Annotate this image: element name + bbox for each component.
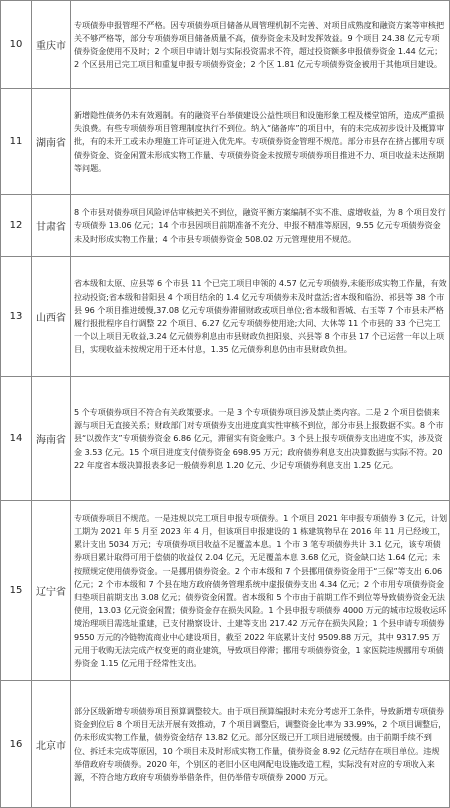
row-text: 部分区级新增专项债券项目预算调整较大。由于项目预算编报时未充分考虑开工条件，导致新增专项债券资金到位后 8 个项目无法开展有效推动，7 个项目调整后，调整资金比率为 33.99%，2 个项目调整后，仍未形成实物工作量，债券资金结存 13.82 亿元。部分区级已开工项目进展缓慢。由于前期手续不到位、拆迁未完成等原因，10 个项目未及时形成实物工作量，债券资金 8.92 亿元结存在项目单位。违规举借政府专项债券。2020 年，个别区的老旧小区电网配电设施改造工程，实际没有对应的专项收入来源，不符合地方政府专项债券举借条件，但仍举借专项债券 2000 万元。 xyxy=(71,681,450,808)
row-index: 13 xyxy=(1,257,32,377)
table-row xyxy=(1,377,450,501)
row-text: 专项债券项目不规范。一是违规以完工项目申报专项债券。1 个项目 2021 年申报专项债券 3 亿元，计划工期为 2021 年 5 月至 2023 年 4 月，但该项目申报建设的 1 栋建筑物早在 2016 年 11 月已经竣工，累计支出 5034 万元；专项债券项目收益不足覆盖本息。1 个市 3 笔专项债券共计 3.1 亿元，该专项债券项目累计取得可用于偿债的收益仅 2.04 亿元，无足覆盖本息 3.68 亿元，资金缺口达 1.64 亿元；未按照规定使用债券资金。一是挪用债券资金。2 个市本级和 7 个县挪用债券资金用于“三保”等支出 6.06 亿元；2 个市本级和 7 个县在地方政府债务管理系统中虚报债券支出 4.34 亿元；2 个市用专项债券资金归垫项目前期支出 3.08 亿元；债券资金闲置。省本级和 5 个市由于前期工作不到位等导致债券资金无法使用，13.03 亿元资金闲置；债券资金存在损失风险。1 个县申报专项债券 4000 万元的城市垃圾收运环境治理项目需选址重建，已支付勘察设计、土建等支出 217.42 万元存在损失风险；1 个县申请专项债券 9550 万元的冷链物流商业中心建设项目，截至 2022 年底累计支付 9509.88 万元，其中 9317.95 万元用于收购无法完成产权变更的商业建筑，导致项目停滞；挪用专项债券资金，1 家医院违规挪用专项债券资金 1.15 亿元用于经常性支出。 xyxy=(71,501,450,681)
row-index: 14 xyxy=(1,377,32,501)
row-province: 海南省 xyxy=(32,377,71,501)
row-index: 11 xyxy=(1,89,32,195)
table-row xyxy=(1,681,450,808)
row-index: 10 xyxy=(1,1,32,89)
table-row xyxy=(1,501,450,681)
row-province: 山西省 xyxy=(32,257,71,377)
row-index: 12 xyxy=(1,195,32,257)
row-text: 8 个市县对债券项目风险评估审核把关不到位，融资平衡方案编制不实不准、虚增收益，为 8 个项目发行专项债券 13.06 亿元；14 个市县因项目前期准备不充分、申报不精准等原因，9.55 亿元专项债券资金未及时形成实物工作量；4 个市县专项债券资金 508.02 万元管理使用不规范。 xyxy=(71,195,450,257)
table-row xyxy=(1,1,450,89)
row-text: 新增隐性债务仍未有效遏制。有的融资平台举债建设公益性项目和设施形象工程及楼堂馆所，造成严重损失浪费。有些专项债券项目管理制度执行不到位。纳入“储备库”的项目中，有的未完成初步设计及概算审批，有的未开工或未办理施工许可证进入优先库。专项债券资金管理不规范。部分市县存在挤占挪用专项债券资金、资金闲置未形成实物工作量、专项债券资金未按照专项债券项目推进不力、项目收益未达预期等问题。 xyxy=(71,89,450,195)
row-index: 16 xyxy=(1,681,32,808)
row-province: 湖南省 xyxy=(32,89,71,195)
table-row xyxy=(1,89,450,195)
row-province: 辽宁省 xyxy=(32,501,71,681)
row-province: 北京市 xyxy=(32,681,71,808)
table-row xyxy=(1,257,450,377)
table-row xyxy=(1,195,450,257)
row-province: 重庆市 xyxy=(32,1,71,89)
row-text: 专项债券申报管理不严格。因专项债券项目储备从周管理机制不完善、对项目成熟度和融资方案等审核把关不够严格等，部分专项债券项目储备质量不高，债券资金未及时发挥效益。9 个项目 24.38 亿元专项债券资金使用不及时；2 个项目申请计划与实际投资需求不符，超过投资额多申报债券资金 1.44 亿元；2 个区县用已完工项目和重复申报专项债券资金；2 个区 1.81 亿元专项债券资金被用于其他项目建设。 xyxy=(71,1,450,89)
row-text: 5 个专项债券项目不符合有关政策要求。一是 3 个专项债券项目涉及禁止类内容。二是 2 个项目偿债来源与项目无直接关系；财政部门对专项债券支出进度真实性审核不到位，部分市县上报数据不实。8 个市县“以拨作支”专项债券资金 6.86 亿元，滞留实有资金账户。3 个县上报专项债券支出进度不实，涉及资金 3.53 亿元。15 个项目进度支付债券资金 698.95 万元；政府债券利息支出决算数据与实际不符。2022 年度省本级决算报表多记一般债券利息 1.20 亿元、少记专项债券利息支出 1.25 亿元。 xyxy=(71,377,450,501)
row-index: 15 xyxy=(1,501,32,681)
row-text: 省本级和太原、应县等 6 个市县 11 个已完工项目申领的 4.57 亿元专项债券,未能形成实物工作量，有效拉动投资;省本级和昔阳县 4 个项目结余的 1.4 亿元专项债券未及时盘活;省本级和临汾、祁县等 38 个市县 96 个项目推进缓慢,37.08 亿元专项债券滞留财政或项目单位;省本级和晋城、右玉等 7 个市县未严格履行报批程序自行调整 22 个项目、6.27 亿元专项债券使用途;大同、大休等 11 个市县的 33 个已完工一个以上项目无收益,3.24 亿元债券利息由市县财政负担阳泉、兴县等 8 个市县 17 个已运营一年以上项目，实现收益未按规定用于还本付息，1.35 亿元债券利息仍由市县财政负担。 xyxy=(71,257,450,377)
row-province: 甘肃省 xyxy=(32,195,71,257)
